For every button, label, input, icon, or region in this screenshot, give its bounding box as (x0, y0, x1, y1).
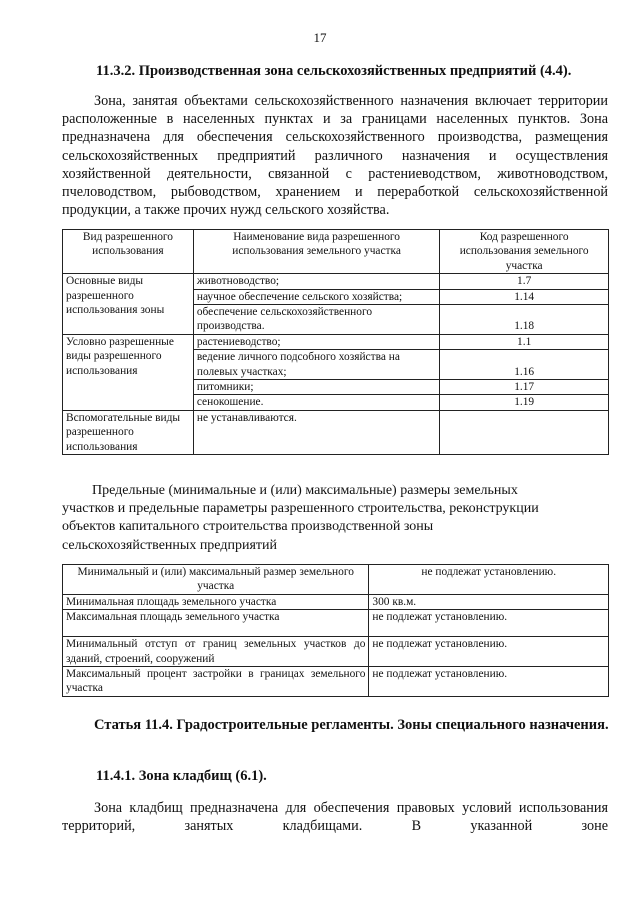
use-code: 1.19 (440, 395, 609, 410)
param-value: не подлежат установлению. (369, 637, 609, 667)
use-name: питомники; (193, 380, 439, 395)
use-name: животноводство; (193, 274, 439, 289)
use-code: 1.14 (440, 289, 609, 304)
use-code: 1.1 (440, 334, 609, 349)
use-name: ведение личного подсобного хозяйства на полевых участках; (193, 350, 439, 380)
param-name: Минимальная площадь земельного участка (63, 594, 369, 609)
column-header: Минимальный и (или) максимальный размер земельного участка (63, 565, 369, 595)
table-row (63, 594, 609, 609)
table-row (63, 637, 609, 667)
section-heading: 11.3.2. Производственная зона сельскохозяйственных предприятий (4.4). (96, 63, 572, 79)
limits-table (62, 564, 609, 697)
use-code (440, 410, 609, 454)
param-name: Максимальный процент застройки в границах земельного участка (63, 667, 369, 697)
use-code: 1.7 (440, 274, 609, 289)
param-name: Максимальная площадь земельного участка (63, 610, 369, 637)
page-number: 17 (313, 30, 327, 45)
table-row (63, 667, 609, 697)
param-name: Минимальный отступ от границ земельных участков до зданий, строений, сооружений (63, 637, 369, 667)
use-name: растениеводство; (193, 334, 439, 349)
table-row (63, 334, 609, 349)
column-header: Наименование вида разрешенного использования земельного участка (193, 230, 439, 274)
column-header: Код разрешенного использования земельного участка (440, 230, 609, 274)
table-header-row (63, 230, 609, 274)
use-name: не устанавливаются. (193, 410, 439, 454)
closing-text: Зона кладбищ предназначена для обеспечения правовых условий использования территорий, занятых кладбищами. В указанной зоне (62, 800, 608, 835)
column-header: Вид разрешенного использования (63, 230, 194, 274)
group-label: Вспомогательные виды разрешенного использования (63, 410, 194, 454)
use-code: 1.17 (440, 380, 609, 395)
table-row (63, 410, 609, 454)
param-value: 300 кв.м. (369, 594, 609, 609)
subsection-heading: 11.4.1. Зона кладбищ (6.1). (96, 768, 267, 784)
table-row (63, 274, 609, 289)
limits-text: Предельные (минимальные и (или) максимальные) размеры земельных участков и предельные параметры разрешенного строительства, реконструкции объектов капитального строительства производственной зоны сельскохозяйственных предприятий (62, 483, 539, 553)
article-heading-text: Статья 11.4. Градостроительные регламенты. Зоны специального назначения. (94, 717, 609, 733)
limits-paragraph (62, 482, 562, 555)
group-label: Условно разрешенные виды разрешенного использования (63, 334, 194, 410)
closing-paragraph (62, 799, 608, 835)
use-name: обеспечение сельскохозяйственного производства. (193, 305, 439, 335)
permitted-uses-table (62, 229, 609, 455)
use-name: научное обеспечение сельского хозяйства; (193, 289, 439, 304)
table-header-row (63, 565, 609, 595)
use-code: 1.18 (440, 305, 609, 335)
intro-text: Зона, занятая объектами сельскохозяйственного назначения включает территории расположенные в населенных пунктах и за границами населенных пунктов. Зона предназначена для обеспечения сельскохозяйственного производства, размещения сельскохозяйственных предприятий различного назначения и осуществления хозяйственной деятельности, связанной с растениеводством, животноводством, пчеловодством, рыбоводством, хранением и переработкой сельскохозяйственной продукции, а также прочих нужд сельского хозяйства. (62, 93, 608, 219)
table-row (63, 610, 609, 637)
param-value: не подлежат установлению. (369, 610, 609, 637)
param-value: не подлежат установлению. (369, 667, 609, 697)
use-name: сенокошение. (193, 395, 439, 410)
group-label: Основные виды разрешенного использования зоны (63, 274, 194, 335)
use-code: 1.16 (440, 350, 609, 380)
column-header: не подлежат установлению. (369, 565, 609, 595)
article-heading (62, 716, 609, 735)
intro-paragraph (62, 92, 608, 219)
